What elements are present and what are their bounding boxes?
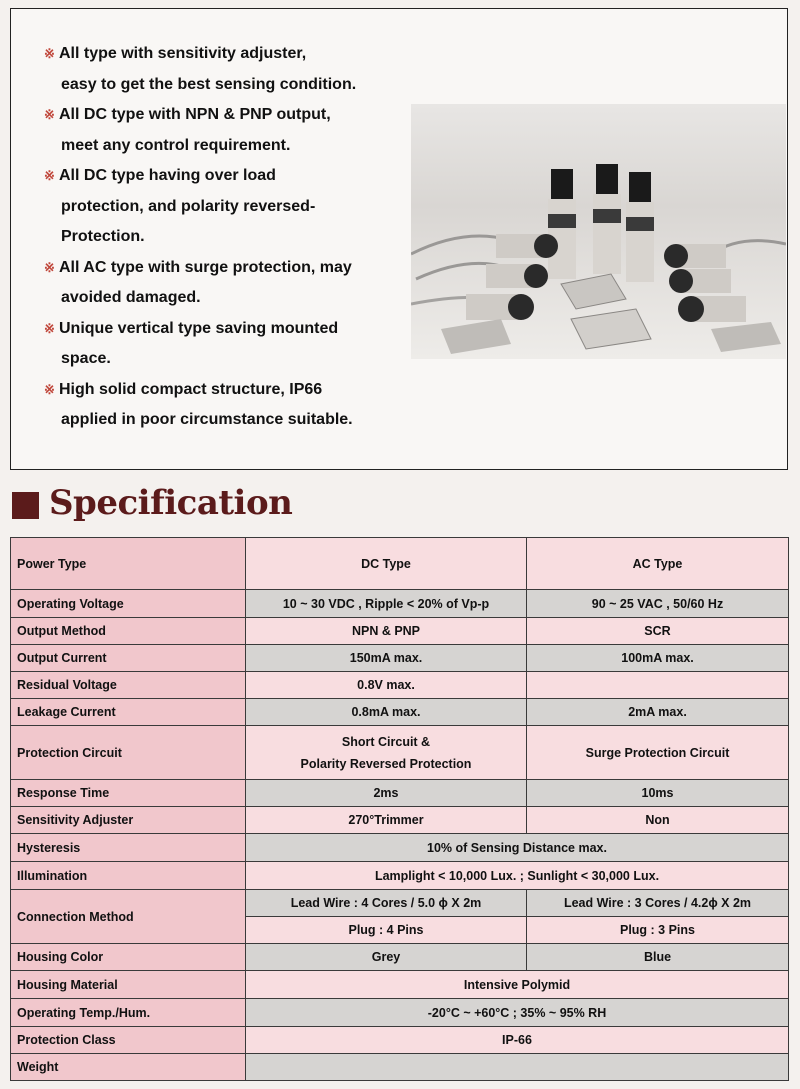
cell-value: 0.8V max. xyxy=(246,672,527,699)
cell-value: 2mA max. xyxy=(527,699,789,726)
table-row xyxy=(11,538,789,590)
row-label: Output Method xyxy=(11,618,246,645)
vertical-sensor-3 xyxy=(626,172,654,282)
row-label: Hysteresis xyxy=(11,834,246,862)
vertical-sensor-1 xyxy=(548,169,576,279)
row-label: Power Type xyxy=(11,538,246,590)
horizontal-sensor-right xyxy=(664,244,746,322)
cell-value: 0.8mA max. xyxy=(246,699,527,726)
feature-text: All AC type with surge protection, may xyxy=(59,258,352,276)
row-label: Response Time xyxy=(11,780,246,807)
table-row xyxy=(11,780,789,807)
row-label: Output Current xyxy=(11,645,246,672)
feature-text: All type with sensitivity adjuster, xyxy=(59,45,307,62)
row-label: Protection Circuit xyxy=(11,726,246,780)
feature-item xyxy=(44,161,404,253)
table-row xyxy=(11,699,789,726)
table-row xyxy=(11,618,789,645)
cell-value: 10ms xyxy=(527,780,789,807)
table-row xyxy=(11,672,789,699)
table-row xyxy=(11,1027,789,1054)
bullet-icon: ※ xyxy=(44,320,55,336)
feature-item xyxy=(44,314,404,375)
cell-value: 150mA max. xyxy=(246,645,527,672)
feature-item xyxy=(44,253,404,314)
bullet-icon: ※ xyxy=(44,259,55,275)
row-label: Protection Class xyxy=(11,1027,246,1054)
row-label: Housing Material xyxy=(11,971,246,999)
cell-value xyxy=(527,672,789,699)
feature-item xyxy=(44,375,404,436)
table-row xyxy=(11,1054,789,1081)
cell-value: IP-66 xyxy=(246,1027,789,1054)
bullet-icon: ※ xyxy=(44,46,55,61)
sensor-product-illustration xyxy=(411,104,786,359)
bullet-icon: ※ xyxy=(44,381,55,397)
cell-value: 90 ~ 25 VAC , 50/60 Hz xyxy=(527,590,789,618)
feature-list xyxy=(44,39,404,436)
feature-text: avoided damaged. xyxy=(61,289,201,306)
cell-value: 100mA max. xyxy=(527,645,789,672)
table-row xyxy=(11,726,789,780)
cell-value: Intensive Polymid xyxy=(246,971,789,999)
spec-title: Specification xyxy=(49,483,293,523)
table-row xyxy=(11,834,789,862)
row-label: Operating Voltage xyxy=(11,590,246,618)
spec-table xyxy=(10,537,789,1081)
cell-value: Blue xyxy=(527,944,789,971)
row-label: Leakage Current xyxy=(11,699,246,726)
cell-value: -20°C ~ +60°C ; 35% ~ 95% RH xyxy=(246,999,789,1027)
cell-value: Grey xyxy=(246,944,527,971)
cell-value: 270°Trimmer xyxy=(246,807,527,834)
cell-value: Surge Protection Circuit xyxy=(527,726,789,780)
table-row xyxy=(11,890,789,917)
row-label: Connection Method xyxy=(11,890,246,944)
cell-value: Plug : 4 Pins xyxy=(246,917,527,944)
table-row xyxy=(11,944,789,971)
row-label: Illumination xyxy=(11,862,246,890)
cell-value: Lead Wire : 3 Cores / 4.2ϕ X 2m xyxy=(527,890,789,917)
cell-value: AC Type xyxy=(527,538,789,590)
cell-value: SCR xyxy=(527,618,789,645)
cell-value xyxy=(246,1054,789,1081)
table-row xyxy=(11,807,789,834)
row-label: Sensitivity Adjuster xyxy=(11,807,246,834)
feature-text: easy to get the best sensing condition. xyxy=(61,75,357,93)
feature-text: applied in poor circumstance suitable. xyxy=(61,411,353,428)
feature-text: All DC type with NPN & PNP output, xyxy=(59,106,331,123)
table-row xyxy=(11,862,789,890)
feature-text: High solid compact structure, IP66 xyxy=(59,380,323,398)
table-row xyxy=(11,590,789,618)
feature-text: space. xyxy=(61,350,111,367)
table-row xyxy=(11,999,789,1027)
bullet-icon: ※ xyxy=(44,168,55,183)
cell-value: 10 ~ 30 VDC , Ripple < 20% of Vp-p xyxy=(246,590,527,618)
cell-value: 2ms xyxy=(246,780,527,807)
spec-heading xyxy=(12,478,292,528)
cell-line: Polarity Reversed Protection xyxy=(300,756,472,771)
cell-line: Short Circuit & xyxy=(341,734,431,749)
cell-value xyxy=(246,726,527,780)
bullet-icon: ※ xyxy=(44,107,55,122)
product-photo xyxy=(411,104,786,359)
cell-value: Lead Wire : 4 Cores / 5.0 ϕ X 2m xyxy=(246,890,527,917)
table-row xyxy=(11,645,789,672)
cell-value: DC Type xyxy=(246,538,527,590)
cell-value: NPN & PNP xyxy=(246,618,527,645)
horizontal-sensor-left xyxy=(466,234,558,320)
feature-text: Protection. xyxy=(61,228,145,245)
feature-text: meet any control requirement. xyxy=(61,136,291,154)
row-label: Weight xyxy=(11,1054,246,1081)
feature-text: All DC type having over load xyxy=(59,167,276,184)
heading-square-icon xyxy=(12,492,39,519)
feature-text: Unique vertical type saving mounted xyxy=(59,319,339,337)
features-panel xyxy=(10,8,788,470)
feature-item xyxy=(44,100,404,161)
cell-value: Lamplight < 10,000 Lux. ; Sunlight < 30,000 Lux. xyxy=(246,862,789,890)
cell-value: 10% of Sensing Distance max. xyxy=(246,834,789,862)
cell-value: Plug : 3 Pins xyxy=(527,917,789,944)
table-row xyxy=(11,971,789,999)
vertical-sensor-2 xyxy=(593,164,621,274)
cell-value: Non xyxy=(527,807,789,834)
row-label: Housing Color xyxy=(11,944,246,971)
feature-item xyxy=(44,39,404,100)
row-label: Residual Voltage xyxy=(11,672,246,699)
row-label: Operating Temp./Hum. xyxy=(11,999,246,1027)
feature-text: protection, and polarity reversed- xyxy=(61,197,316,215)
